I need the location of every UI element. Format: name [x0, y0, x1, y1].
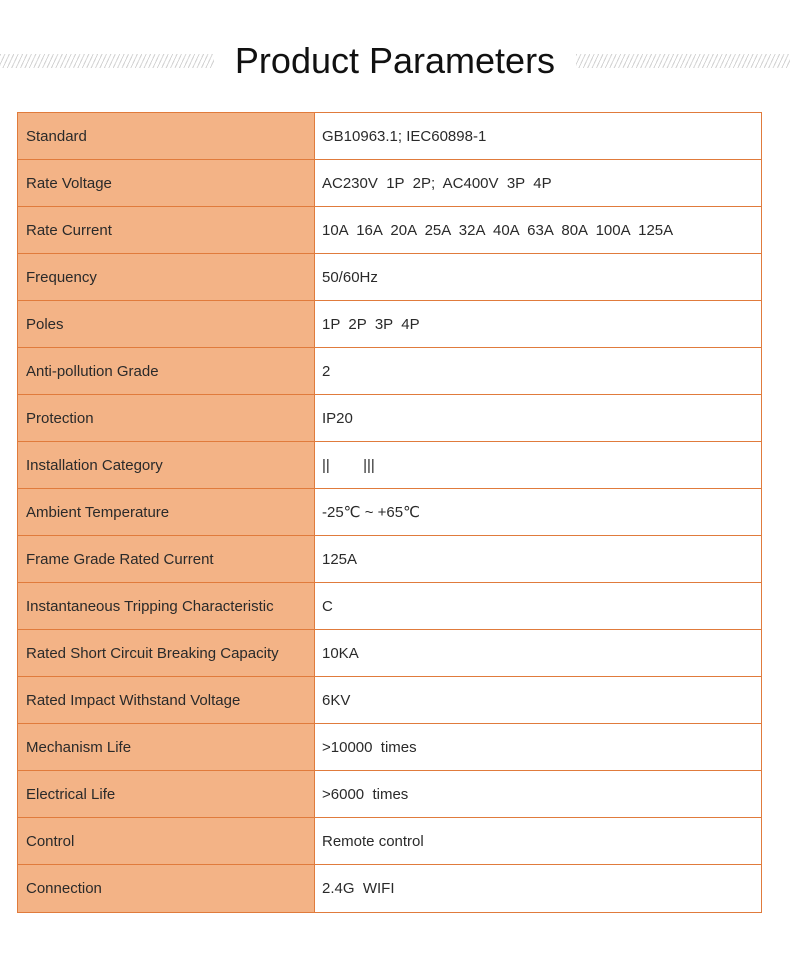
param-label: Rate Voltage: [18, 160, 315, 206]
param-label: Rated Impact Withstand Voltage: [18, 677, 315, 723]
param-value: AC230V 1P 2P; AC400V 3P 4P: [315, 160, 761, 206]
table-row: [18, 771, 761, 818]
param-value: 10KA: [315, 630, 761, 676]
param-value: >10000 times: [315, 724, 761, 770]
param-label: Frequency: [18, 254, 315, 300]
table-row: [18, 818, 761, 865]
param-label: Mechanism Life: [18, 724, 315, 770]
param-label: Anti-pollution Grade: [18, 348, 315, 394]
table-row: [18, 395, 761, 442]
param-label: Connection: [18, 865, 315, 912]
param-label: Instantaneous Tripping Characteristic: [18, 583, 315, 629]
param-value: IP20: [315, 395, 761, 441]
param-value: -25℃ ~ +65℃: [315, 489, 761, 535]
table-row: [18, 442, 761, 489]
param-label: Ambient Temperature: [18, 489, 315, 535]
table-row: [18, 724, 761, 771]
table-row: [18, 301, 761, 348]
param-label: Standard: [18, 113, 315, 159]
param-value: GB10963.1; IEC60898-1: [315, 113, 761, 159]
table-row: [18, 489, 761, 536]
param-value: 10A 16A 20A 25A 32A 40A 63A 80A 100A 125A: [315, 207, 761, 253]
param-label: Installation Category: [18, 442, 315, 488]
table-row: [18, 677, 761, 724]
table-row: [18, 254, 761, 301]
parameters-table: [17, 112, 762, 913]
param-label: Rated Short Circuit Breaking Capacity: [18, 630, 315, 676]
table-row: [18, 348, 761, 395]
param-value: Remote control: [315, 818, 761, 864]
table-row: [18, 583, 761, 630]
param-value: 50/60Hz: [315, 254, 761, 300]
table-row: [18, 536, 761, 583]
param-value: 2: [315, 348, 761, 394]
table-row: [18, 207, 761, 254]
right-hatch-decoration: [576, 54, 790, 68]
param-label: Electrical Life: [18, 771, 315, 817]
param-label: Rate Current: [18, 207, 315, 253]
title-bar: [0, 36, 790, 86]
param-value: >6000 times: [315, 771, 761, 817]
param-value: 6KV: [315, 677, 761, 723]
param-value: 2.4G WIFI: [315, 865, 761, 912]
param-label: Frame Grade Rated Current: [18, 536, 315, 582]
table-row: [18, 865, 761, 912]
table-row: [18, 160, 761, 207]
table-row: [18, 113, 761, 160]
page-title: Product Parameters: [234, 40, 556, 81]
param-label: Protection: [18, 395, 315, 441]
param-value: C: [315, 583, 761, 629]
param-label: Control: [18, 818, 315, 864]
param-value: 125A: [315, 536, 761, 582]
table-row: [18, 630, 761, 677]
param-label: Poles: [18, 301, 315, 347]
param-value: || |||: [315, 442, 761, 488]
param-value: 1P 2P 3P 4P: [315, 301, 761, 347]
